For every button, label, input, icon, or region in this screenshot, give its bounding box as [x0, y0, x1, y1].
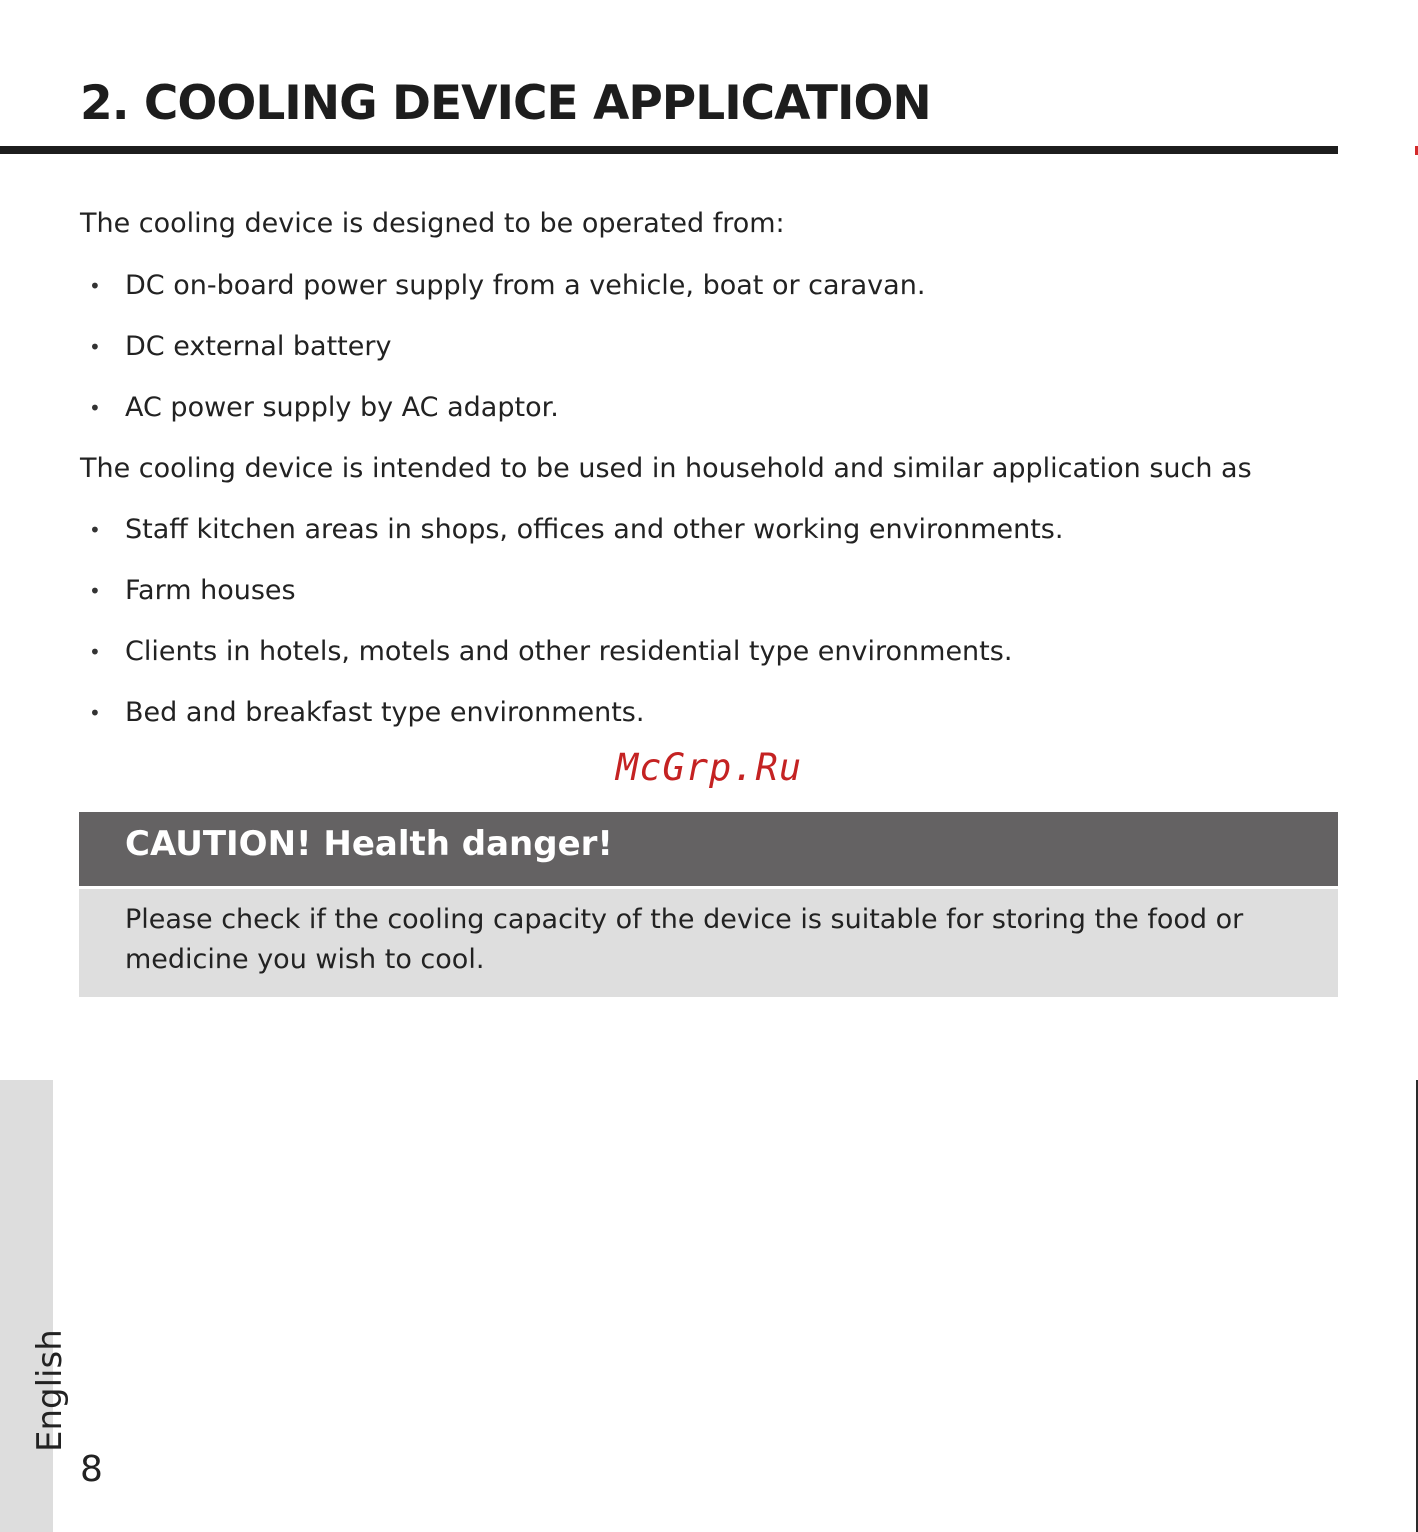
- list-item-text: DC external battery: [125, 331, 392, 362]
- bullet-icon: •: [89, 640, 101, 664]
- list-item: [89, 269, 925, 303]
- title-divider: [0, 146, 1338, 154]
- page-title: 2. COOLING DEVICE APPLICATION: [80, 76, 931, 131]
- list-item: [89, 330, 391, 364]
- list-item: [89, 574, 296, 608]
- page-number: 8: [80, 1449, 103, 1490]
- bullet-icon: •: [89, 701, 101, 725]
- section-2-intro: The cooling device is intended to be used in household and similar application such as: [80, 453, 1252, 484]
- bullet-icon: •: [89, 274, 101, 298]
- caution-title: CAUTION! Health danger!: [125, 824, 613, 864]
- list-item-text: Staff kitchen areas in shops, offices and other working environments.: [125, 514, 1064, 545]
- bullet-icon: •: [89, 335, 101, 359]
- list-item: [89, 696, 644, 730]
- caution-header: [79, 812, 1338, 886]
- list-item: [89, 391, 559, 425]
- caution-body: [79, 889, 1338, 997]
- language-side-tab: [0, 1080, 53, 1532]
- list-item: [89, 635, 1012, 669]
- bullet-icon: •: [89, 518, 101, 542]
- watermark: McGrp.Ru: [615, 746, 803, 789]
- list-item-text: Bed and breakfast type environments.: [125, 697, 645, 728]
- list-item-text: DC on-board power supply from a vehicle, boat or caravan.: [125, 270, 926, 301]
- language-label: English: [30, 1329, 70, 1452]
- list-item-text: Farm houses: [125, 575, 296, 606]
- list-item: [89, 513, 1063, 547]
- bullet-icon: •: [89, 579, 101, 603]
- list-item-text: Clients in hotels, motels and other residential type environments.: [125, 636, 1013, 667]
- section-1-intro: The cooling device is designed to be operated from:: [80, 208, 785, 239]
- bullet-icon: •: [89, 396, 101, 420]
- caution-text: Please check if the cooling capacity of the device is suitable for storing the food or medicine you wish to cool.: [125, 904, 1244, 975]
- list-item-text: AC power supply by AC adaptor.: [125, 392, 559, 423]
